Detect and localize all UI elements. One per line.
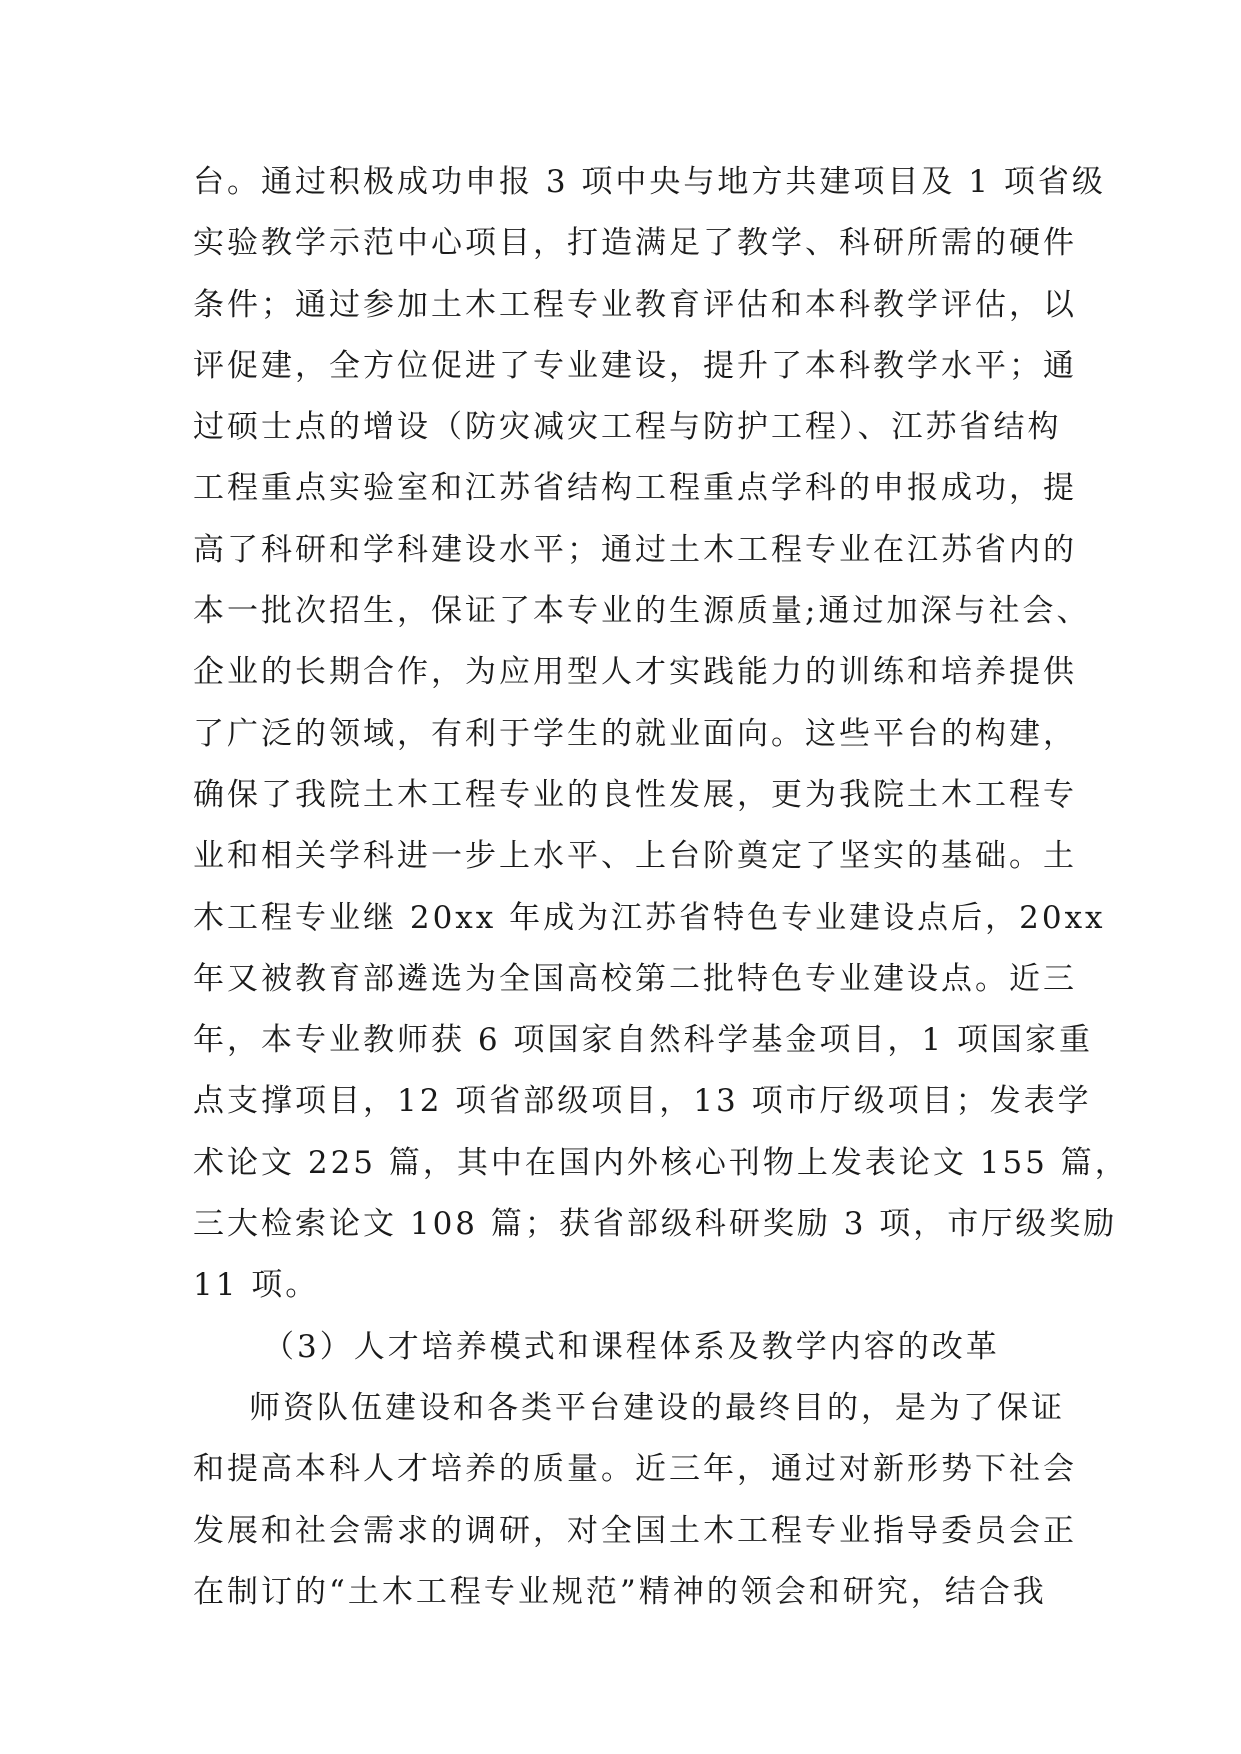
text-line: 发展和社会需求的调研，对全国土木工程专业指导委员会正 [193,1512,1077,1549]
text-line: 确保了我院土木工程专业的良性发展，更为我院土木工程专 [193,776,1077,813]
text-line: 工程重点实验室和江苏省结构工程重点学科的申报成功，提 [193,470,1077,507]
text-line: 过硕士点的增设（防灾减灾工程与防护工程）、江苏省结构 [193,409,1062,446]
text-line: 高了科研和学科建设水平；通过土木工程专业在江苏省内的 [193,531,1077,568]
text-line: 11 项。 [193,1267,320,1304]
paragraph-first-line: 师资队伍建设和各类平台建设的最终目的，是为了保证 [249,1389,1065,1426]
text-line: 了广泛的领域，有利于学生的就业面向。这些平台的构建， [193,715,1077,752]
text-line: 实验教学示范中心项目，打造满足了教学、科研所需的硬件 [193,225,1077,262]
text-line: 业和相关学科进一步上水平、上台阶奠定了坚实的基础。土 [193,838,1077,875]
text-line: 评促建，全方位促进了专业建设，提升了本科教学水平；通 [193,347,1077,384]
text-line: 年，本专业教师获 6 项国家自然科学基金项目，1 项国家重 [193,1022,1094,1059]
text-line: 三大检索论文 108 篇；获省部级科研奖励 3 项，市厅级奖励 [193,1206,1118,1243]
text-line: 点支撑项目，12 项省部级项目，13 项市厅级项目；发表学 [193,1083,1092,1120]
text-line: 年又被教育部遴选为全国高校第二批特色专业建设点。近三 [193,960,1077,997]
text-line: 台。通过积极成功申报 3 项中央与地方共建项目及 1 项省级 [193,164,1106,200]
text-line: 企业的长期合作，为应用型人才实践能力的训练和培养提供 [193,654,1077,691]
text-line: 在制订的“土木工程专业规范”精神的领会和研究，结合我 [193,1573,1047,1610]
text-line: 木工程专业继 20xx 年成为江苏省特色专业建设点后，20xx [193,899,1106,936]
text-line: 条件；通过参加土木工程专业教育评估和本科教学评估，以 [193,286,1077,323]
text-line: 和提高本科人才培养的质量。近三年，通过对新形势下社会 [193,1451,1077,1488]
section-heading: （3）人才培养模式和课程体系及教学内容的改革 [263,1328,1000,1365]
text-line: 本一批次招生，保证了本专业的生源质量;通过加深与社会、 [193,593,1091,630]
body-text [193,163,1129,1634]
text-line: 术论文 225 篇，其中在国内外核心刊物上发表论文 155 篇， [193,1144,1129,1181]
